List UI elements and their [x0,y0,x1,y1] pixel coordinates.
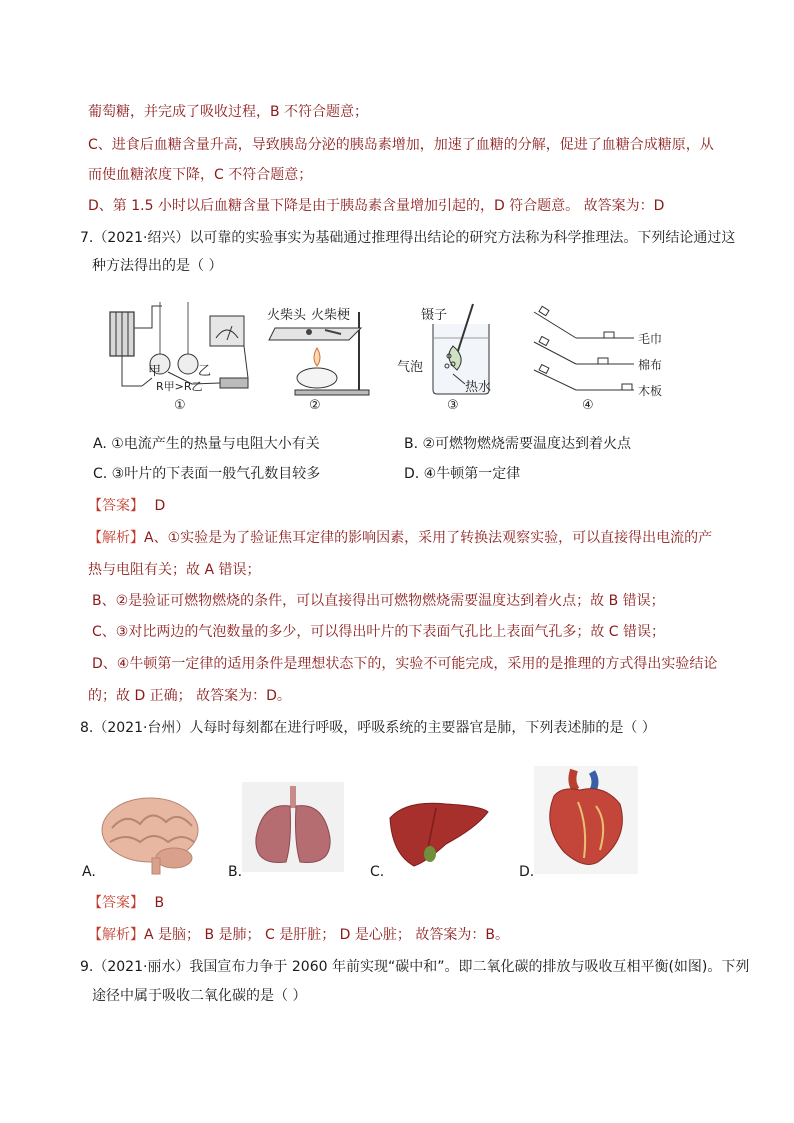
label-bubbles: 气泡 [397,360,424,375]
q7-option-a: A. ①电流产生的热量与电阻大小有关 [93,436,320,452]
figure-circuit [102,298,258,416]
label-hot-water: 热水 [465,380,492,395]
label-n3: ③ [447,398,459,413]
q7-option-b: B. ②可燃物燃烧需要温度达到着火点 [404,436,632,452]
q7-explanation-4: C、③对比两边的气泡数量的多少，可以得出叶片的下表面气孔比上表面气孔多；故 C 错误； [92,624,665,640]
q7-explanation-2: 热与电阻有关；故 A 错误； [88,562,261,578]
label-towel: 毛巾 [638,332,663,346]
label-jia: 甲 [148,364,162,379]
label-resistance: R甲>R乙 [156,380,203,393]
label-match-stick: 火柴梗 [311,308,351,323]
q8-explanation: A 是脑； B 是肺； C 是肝脏； D 是心脏； 故答案为：B。 [144,927,509,943]
prev-line-1: 葡萄糖，并完成了吸收过程，B 不符合题意； [88,104,369,120]
prev-line-3: 而使血糖浓度下降，C 不符合题意； [88,167,313,183]
label-yi: 乙 [198,364,212,379]
q8-explanation-row [88,925,509,945]
label-n4: ④ [582,398,594,413]
q7-stem-2: 种方法得出的是（ ） [92,258,223,274]
figure-leaf-hot-water [393,298,505,416]
q8-answer-tag: 【答案】 [88,895,144,911]
q7-stem-1: 7.（2021·绍兴）以可靠的实验事实为基础通过推理得出结论的研究方法称为科学推理法。下列结论通过这 [80,230,736,246]
q9-stem-1: 9.（2021·丽水）我国宣布力争于 2060 年前实现“碳中和”。即二氧化碳的排放与吸收互相平衡(如图)。下列 [80,959,750,975]
q7-explanation-1-row [88,528,712,548]
q7-explanation-tag: 【解析】 [88,530,144,546]
label-tweezers: 镊子 [421,308,448,323]
q8-label-d: D. [519,864,535,880]
q8-answer: B [154,895,165,911]
q7-explanation-5: D、④牛顿第一定律的适用条件是理想状态下的，实验不可能完成，采用的是推理的方式得出实验结论 [92,656,718,672]
label-match-head: 火柴头 [267,308,307,323]
q7-answer: D [154,498,166,514]
q8-label-b: B. [228,864,243,880]
q7-explanation-3: B、②是验证可燃物燃烧的条件，可以直接得出可燃物燃烧需要温度达到着火点；故 B 错误； [92,593,665,609]
prev-line-4: D、第 1.5 小时以后血糖含量下降是由于胰岛素含量增加引起的，D 符合题意。 故答案为：D [88,198,665,214]
liver-image [386,798,492,872]
figure-inclined-planes [530,298,680,416]
label-board: 木板 [638,384,663,398]
prev-line-2: C、进食后血糖含量升高，导致胰岛分泌的胰岛素增加，加速了血糖的分解，促进了血糖合成糖原，从 [88,137,714,153]
label-n1: ① [174,398,186,413]
q7-answer-row [88,496,165,516]
q7-answer-tag: 【答案】 [88,498,144,514]
q7-option-d: D. ④牛顿第一定律 [404,466,521,482]
q8-stem: 8.（2021·台州）人每时每刻都在进行呼吸，呼吸系统的主要器官是肺，下列表述肺的是（ ） [80,720,656,736]
q8-answer-row [88,893,164,913]
heart-image [534,766,638,874]
lungs-image [242,782,344,872]
q7-explanation-1: A、①实验是为了验证焦耳定律的影响因素，采用了转换法观察实验，可以直接得出电流的产 [144,530,713,546]
q9-stem-2: 途径中属于吸收二氧化碳的是（ ） [92,988,307,1004]
figure-match-burning [265,298,377,416]
brain-image [96,792,206,878]
q7-option-c: C. ③叶片的下表面一般气孔数目较多 [93,466,321,482]
label-cotton: 棉布 [638,358,663,372]
q8-explanation-tag: 【解析】 [88,927,144,943]
q8-label-c: C. [370,864,385,880]
q7-explanation-6: 的；故 D 正确； 故答案为：D。 [88,688,291,704]
label-n2: ② [309,398,321,413]
q8-label-a: A. [82,864,96,880]
